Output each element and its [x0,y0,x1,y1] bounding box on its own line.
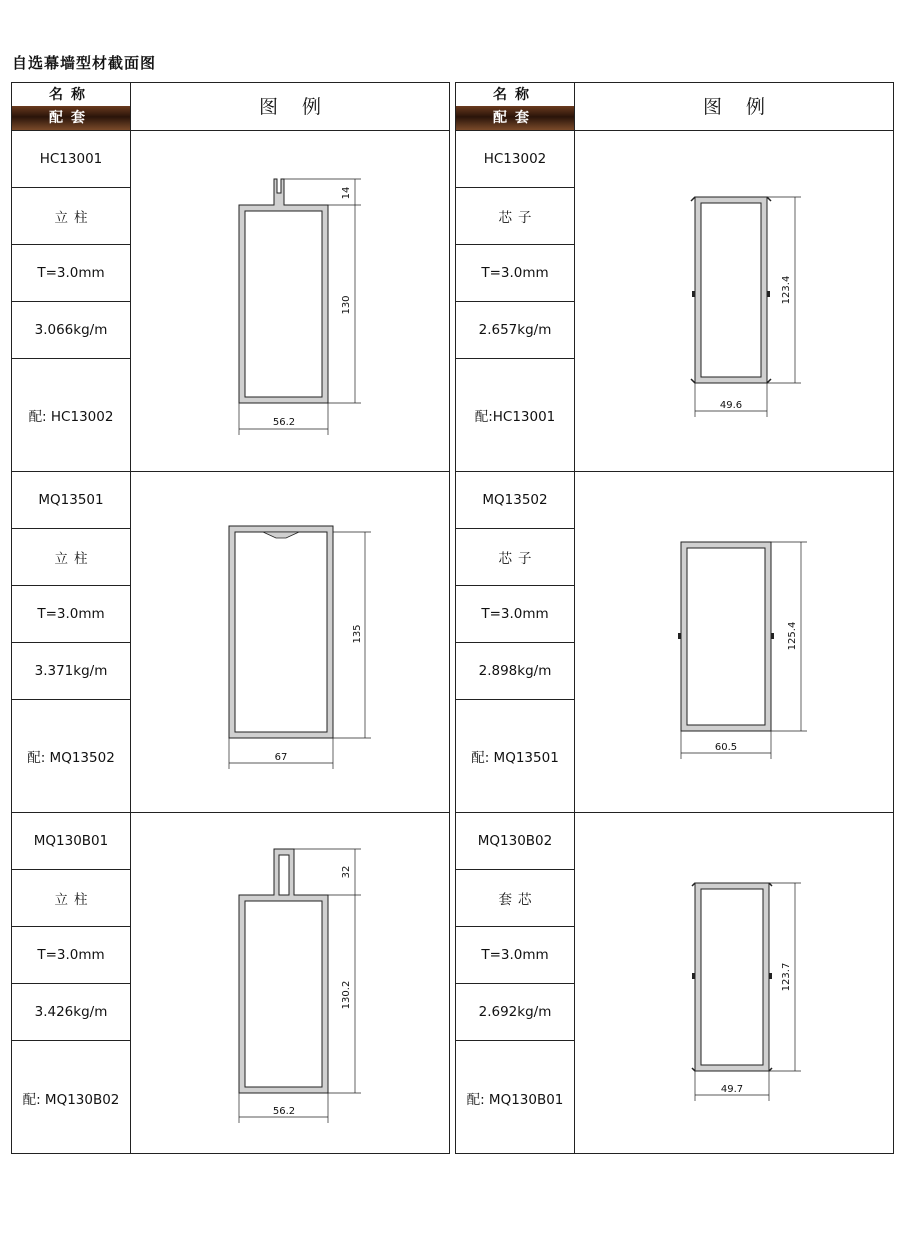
profile-code: MQ13501 [12,472,130,529]
dim-extra-label: 32 [341,865,352,879]
profile-pairing: 配: MQ130B01 [466,1091,564,1108]
mq130b01-profile-section [239,849,361,1123]
profile-thickness: T=3.0mm [12,245,130,302]
right-panel [455,82,894,1154]
profile-code: MQ13502 [456,472,574,529]
name-header-label: 名称 [12,83,130,106]
dim-width-label: 60.5 [714,742,738,753]
name-column [12,83,131,1153]
profile-thickness: T=3.0mm [456,927,574,984]
hc13001-profile-section [239,179,361,435]
diagram-header: 图例 [131,83,449,131]
diagram-column [575,83,893,1153]
dim-height-label: 130 [341,295,352,315]
pairing-header-label: 配套 [456,106,574,130]
profile-thickness: T=3.0mm [12,927,130,984]
dim-height-label: 130.2 [341,980,352,1010]
profile-pairing: 配: HC13002 [12,359,130,472]
dim-width-label: 67 [274,752,288,763]
profile-type: 立柱 [12,870,130,927]
name-header [456,83,574,131]
profile-code: HC13002 [456,131,574,188]
name-header [12,83,130,131]
dim-height-label: 125.4 [787,621,798,651]
profile-code: MQ130B01 [12,813,130,870]
profile-pairing: 配: MQ130B02 [22,1091,120,1108]
profile-weight: 3.066kg/m [12,302,130,359]
profile-thickness: T=3.0mm [12,586,130,643]
profile-type: 立柱 [12,188,130,245]
dim-width-label: 56.2 [272,417,296,428]
left-profiles-drawing [131,83,450,1155]
pairing-header-label: 配套 [12,106,130,130]
profile-weight: 2.898kg/m [456,643,574,700]
name-header-label: 名称 [456,83,574,106]
profile-code: MQ130B02 [456,813,574,870]
mq130b02-profile-section [692,883,801,1101]
left-panel [11,82,450,1154]
profile-type: 立柱 [12,529,130,586]
mq13501-profile-section [229,526,371,769]
dim-height-label: 123.7 [781,962,792,992]
profile-code: HC13001 [12,131,130,188]
page-title: 自选幕墙型材截面图 [12,54,157,72]
dim-width-label: 49.6 [719,400,743,411]
profile-type: 套芯 [456,870,574,927]
hc13002-profile-section [691,197,801,417]
profile-weight: 2.692kg/m [456,984,574,1041]
profile-type: 芯子 [456,188,574,245]
profile-thickness: T=3.0mm [456,586,574,643]
profile-type: 芯子 [456,529,574,586]
profile-weight: 3.371kg/m [12,643,130,700]
diagram-header: 图例 [575,83,893,131]
profile-weight: 3.426kg/m [12,984,130,1041]
diagram-column [131,83,449,1153]
name-column [456,83,575,1153]
profile-weight: 2.657kg/m [456,302,574,359]
mq13502-profile-section [678,542,807,759]
profile-pairing: 配:HC13001 [456,359,574,472]
dim-height-label: 135 [352,624,363,644]
right-profiles-drawing [575,83,894,1155]
dim-extra-label: 14 [341,186,352,200]
profile-pairing: 配: MQ13502 [12,700,130,813]
dim-width-label: 56.2 [272,1106,296,1117]
dim-height-label: 123.4 [781,275,792,305]
profile-pairing: 配: MQ13501 [456,700,574,813]
dim-width-label: 49.7 [720,1084,744,1095]
profile-thickness: T=3.0mm [456,245,574,302]
